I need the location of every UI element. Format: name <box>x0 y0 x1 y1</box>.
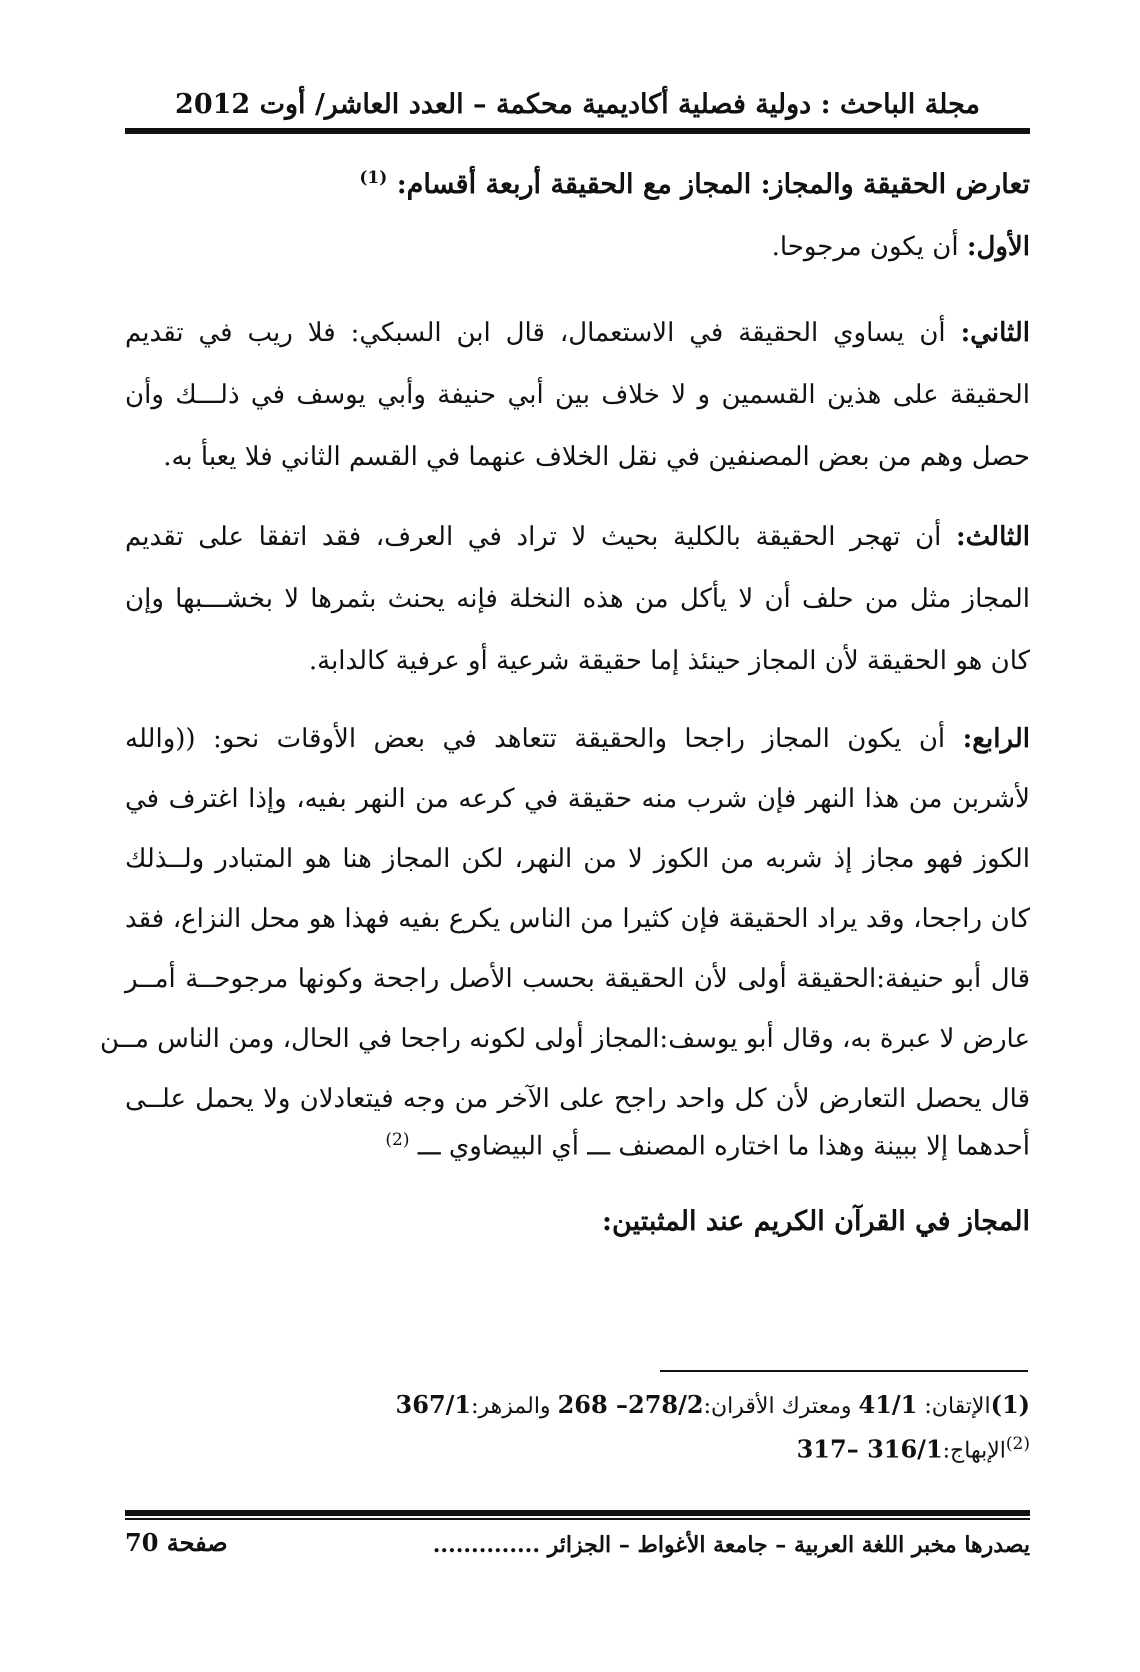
footnote-ref-2[interactable]: (2) <box>385 1130 410 1150</box>
footnote-value: 367/1 <box>395 1390 472 1419</box>
paragraph-fourth-line: لأشربن من هذا النهر فإن شرب منه حقيقة في كرعه من النهر بفيه، وإذا اغترف في <box>125 784 1031 814</box>
section-heading-text: تعارض الحقيقة والمجاز: المجاز مع الحقيقة أربعة أقسام: <box>396 169 1030 200</box>
second-label: الثاني: <box>960 318 1030 348</box>
footnote-value: 278/2– 268 <box>557 1390 704 1419</box>
footnote-value: 41/1 <box>858 1390 918 1419</box>
paragraph-fourth-line: كان راجحا، وقد يراد الحقيقة فإن كثيرا من الناس يكرع بفيه فهذا هو محل النزاع، فقد <box>125 904 1030 934</box>
paragraph-fourth-line <box>125 724 1030 754</box>
line-text: أن تهجر الحقيقة بالكلية بحيث لا تراد في العرف، فقد اتفقا على تقديم <box>125 522 942 552</box>
paragraph-second-line: حصل وهم من بعض المصنفين في نقل الخلاف عنهما في القسم الثاني فلا يعبأ به. <box>163 442 1030 472</box>
paragraph-third-line <box>125 522 1030 552</box>
line-text: أن يكون المجاز راجحا والحقيقة تتعاهد في بعض الأوقات نحو: ((والله <box>125 724 946 754</box>
article-body <box>99 0 1031 1300</box>
paragraph-fourth-line <box>125 1130 1030 1162</box>
third-label: الثالث: <box>956 522 1031 552</box>
footnote-1 <box>396 1390 1030 1419</box>
footer-publisher: يصدرها مخبر اللغة العربية – جامعة الأغواط – الجزائر .............. <box>432 1532 1030 1558</box>
footnote-ref-1[interactable]: (1) <box>359 168 388 188</box>
footnote-separator <box>660 1370 1028 1372</box>
footnote-text: الإتقان: <box>924 1394 991 1419</box>
paragraph-first <box>125 232 1030 262</box>
journal-title: مجلة الباحث : دولية فصلية أكاديمية محكمة – العدد العاشر/ أوت 2012 <box>175 88 980 120</box>
paragraph-fourth-line: عارض لا عبرة به، وقال أبو يوسف:المجاز أولى لكونه راجحا في الحال، ومن الناس مــن <box>99 1024 1030 1054</box>
page-footer <box>125 1526 1030 1566</box>
footnote-marker: (2) <box>1005 1434 1030 1454</box>
footnote-text: والمزهر: <box>471 1394 558 1419</box>
line-text: أحدهما إلا ببينة وهذا ما اختاره المصنف ـــ أي البيضاوي ـــ <box>417 1131 1030 1162</box>
footer-rule-thick <box>125 1510 1030 1516</box>
footnote-marker: (1) <box>990 1390 1030 1419</box>
paragraph-second-line: الحقيقة على هذين القسمين و لا خلاف بين أبي حنيفة وأبي يوسف في ذلـــك وأن <box>125 380 1030 410</box>
subsection-heading: المجاز في القرآن الكريم عند المثبتين: <box>602 1206 1030 1237</box>
paragraph-fourth-line: الكوز فهو مجاز إذ شربه من الكوز لا من النهر، لكن المجاز هنا هو المتبادر ولــذلك <box>125 844 1030 874</box>
line-text: أن يساوي الحقيقة في الاستعمال، قال ابن السبكي: فلا ريب في تقديم <box>125 318 946 348</box>
footnote-2 <box>797 1434 1030 1463</box>
section-heading <box>125 168 1030 200</box>
footnote-value: 316/1 –317 <box>796 1434 943 1464</box>
footnote-text: الإبهاج: <box>942 1438 1006 1464</box>
first-label: الأول: <box>966 232 1030 262</box>
footer-rule-thin <box>125 1518 1030 1520</box>
paragraph-fourth-line: قال أبو حنيفة:الحقيقة أولى لأن الحقيقة بحسب الأصل راجحة وكونها مرجوحــة أمــر <box>125 964 1030 994</box>
paragraph-third-line: كان هو الحقيقة لأن المجاز حينئذ إما حقيقة شرعية أو عرفية كالدابة. <box>308 646 1030 676</box>
paragraph-third-line: المجاز مثل من حلف أن لا يأكل من هذه النخلة فإنه يحنث بثمرها لا بخشـــبها وإن <box>125 584 1030 614</box>
first-text: أن يكون مرجوحا. <box>771 232 959 262</box>
page-number: صفحة 70 <box>125 1528 228 1557</box>
paragraph-second-line <box>125 318 1030 348</box>
paragraph-fourth-line: قال يحصل التعارض لأن كل واحد راجح على الآخر من وجه فيتعادلان ولا يحمل علــى <box>125 1084 1030 1114</box>
footnote-text: ومعترك الأقران: <box>703 1394 859 1419</box>
fourth-label: الرابع: <box>962 724 1030 754</box>
